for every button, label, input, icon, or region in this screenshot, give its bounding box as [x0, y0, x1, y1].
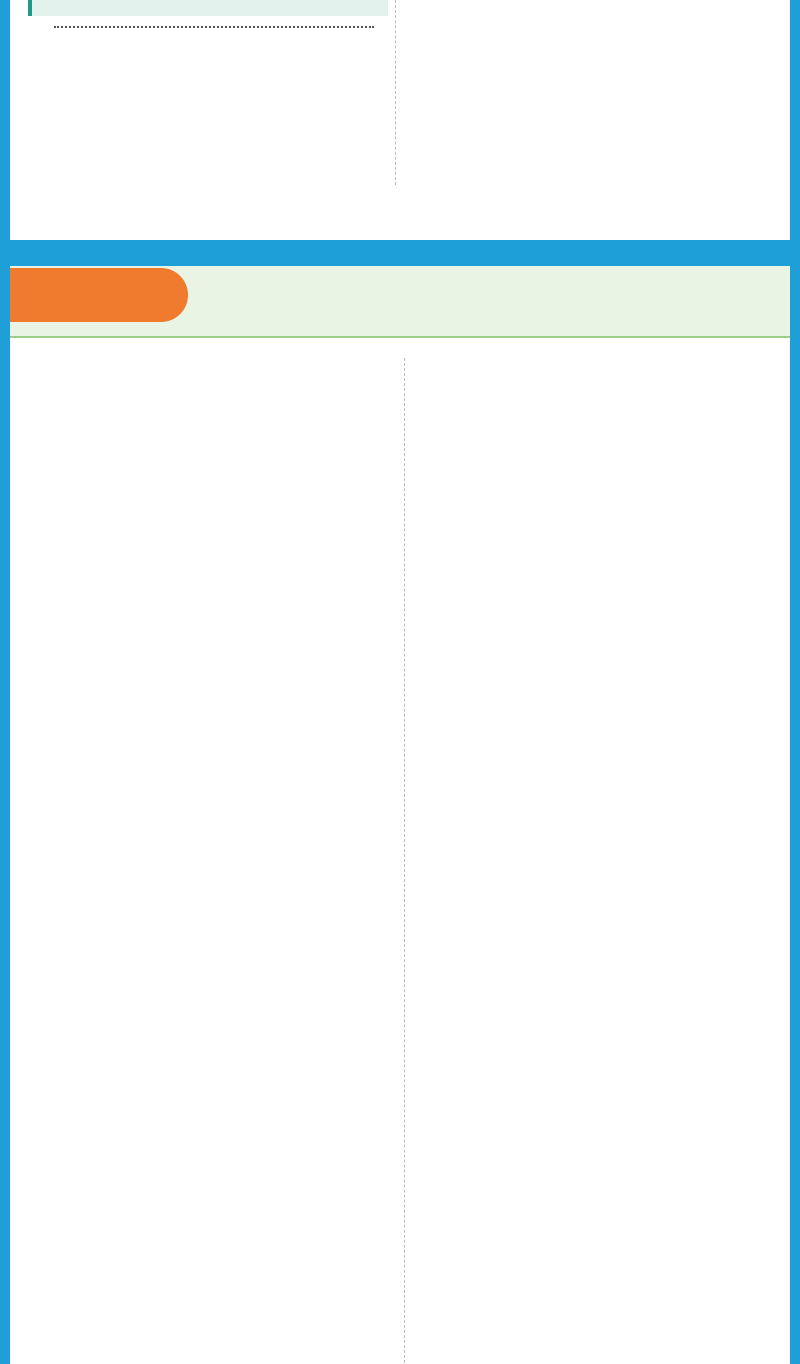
- top-toc-card: [10, 0, 790, 240]
- leader-dots: [54, 26, 374, 28]
- column-divider: [395, 0, 396, 185]
- column-divider: [404, 358, 405, 1364]
- toc-section-1-1[interactable]: [40, 30, 380, 32]
- banner-tab: [10, 268, 188, 322]
- toc-banner: [10, 266, 790, 338]
- chapter-1-heading: [28, 0, 388, 16]
- main-toc-card: [10, 338, 790, 1364]
